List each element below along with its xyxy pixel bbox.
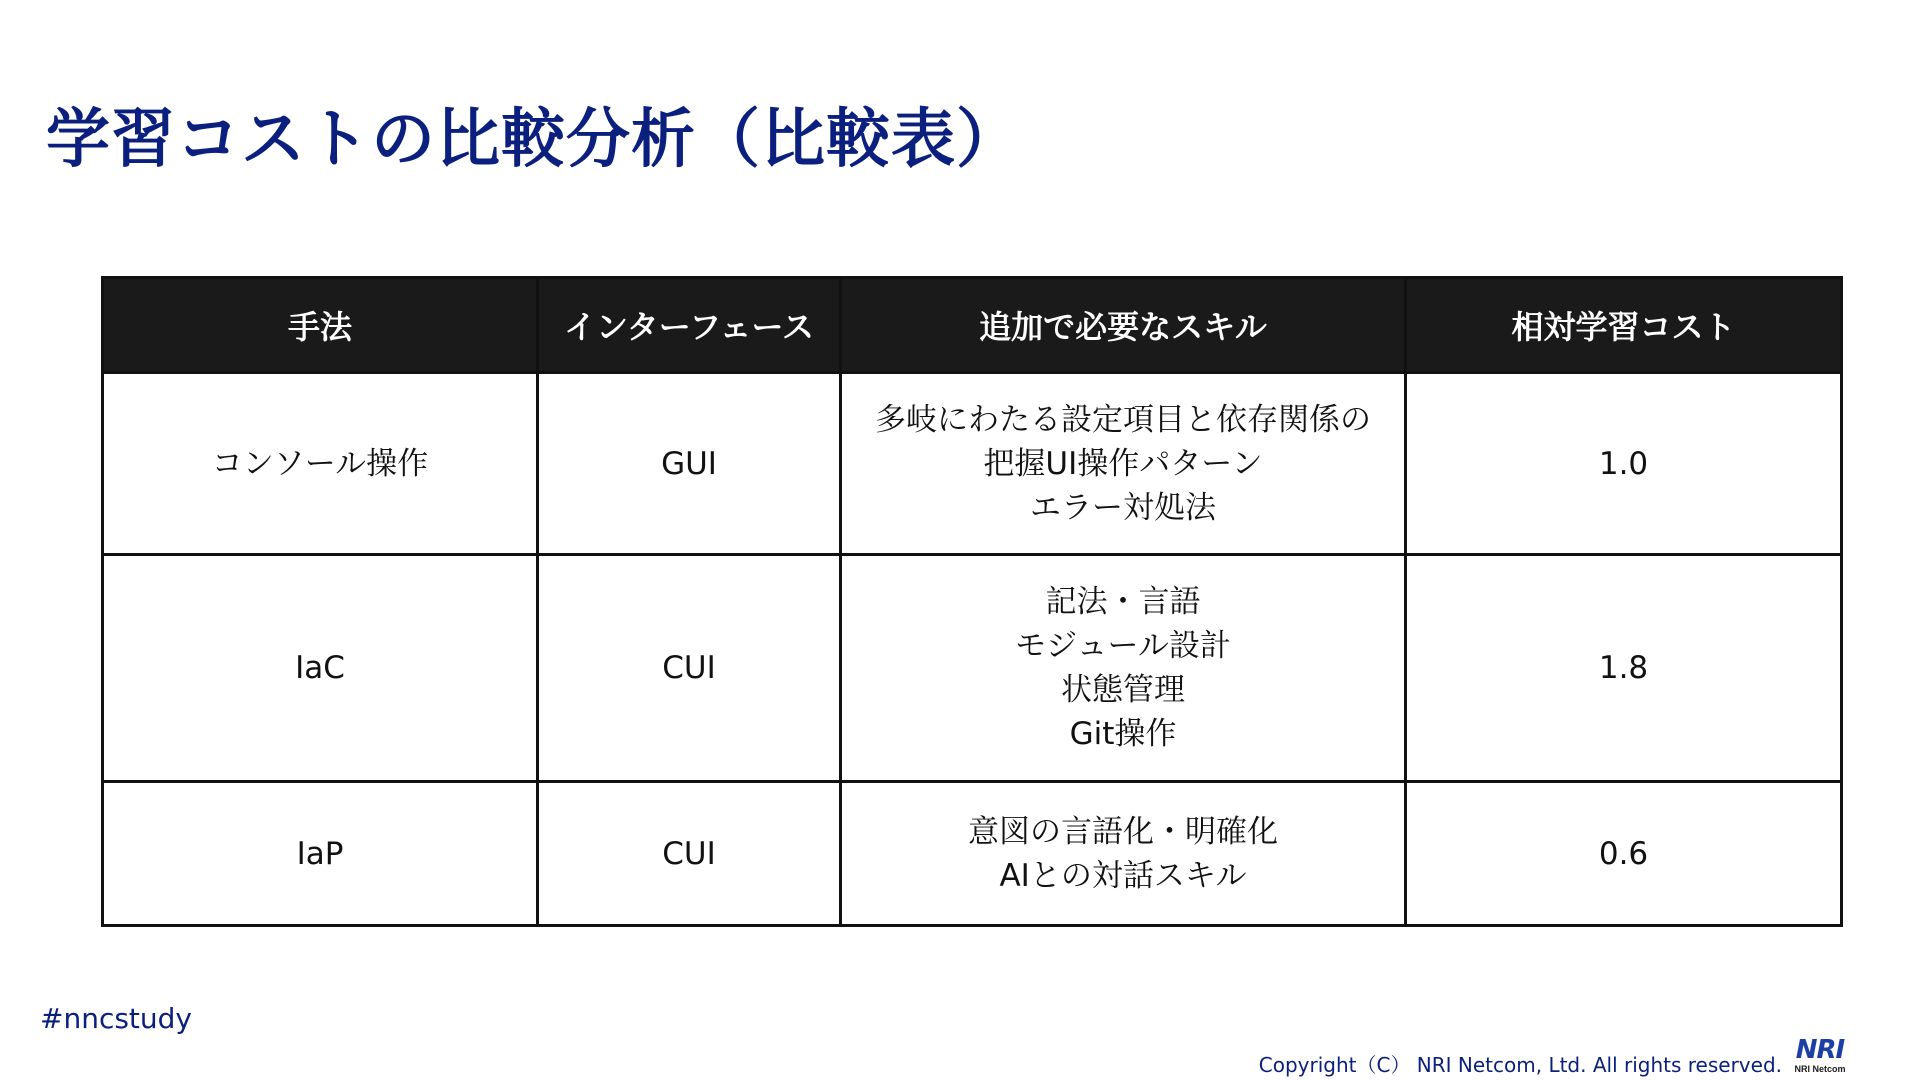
cell-interface: GUI <box>538 373 841 555</box>
skill-line: 把握UI操作パターン <box>983 445 1263 482</box>
skill-line: モジュール設計 <box>1015 628 1231 664</box>
skill-line: 記法・言語 <box>1045 584 1201 620</box>
cell-skills <box>841 782 1406 926</box>
slide-title: 学習コストの比較分析（比較表） <box>46 103 1021 177</box>
comparison-table <box>101 276 1843 927</box>
cell-cost: 1.8 <box>1406 555 1842 782</box>
copyright-notice: Copyright（C） NRI Netcom, Ltd. All rights reserved. <box>1258 1053 1782 1077</box>
cell-interface: CUI <box>538 782 841 926</box>
cell-interface: CUI <box>538 555 841 782</box>
cell-skills <box>841 373 1406 555</box>
skill-line: Git操作 <box>1069 716 1177 752</box>
header-method: 手法 <box>103 278 538 373</box>
cell-skills <box>841 555 1406 782</box>
header-skills: 追加で必要なスキル <box>841 278 1406 373</box>
table-row <box>103 373 1842 555</box>
table-row <box>103 555 1842 782</box>
header-interface: インターフェース <box>538 278 841 373</box>
comparison-table-container <box>101 276 1840 927</box>
skill-line: 多岐にわたる設定項目と依存関係の <box>875 401 1371 438</box>
skill-line: 意図の言語化・明確化 <box>968 813 1278 850</box>
logo-mark: NRI <box>1795 1035 1845 1065</box>
skill-line: 状態管理 <box>1061 672 1185 708</box>
hashtag: #nncstudy <box>40 1002 193 1035</box>
header-relative-cost: 相対学習コスト <box>1406 278 1842 373</box>
table-header-row <box>103 278 1842 373</box>
logo-subtext: NRI Netcom <box>1794 1064 1846 1074</box>
cell-method: IaP <box>103 782 538 926</box>
cell-cost: 1.0 <box>1406 373 1842 555</box>
table-row <box>103 782 1842 926</box>
cell-method: コンソール操作 <box>103 373 538 555</box>
nri-netcom-logo <box>1790 1037 1850 1077</box>
cell-cost: 0.6 <box>1406 782 1842 926</box>
cell-method: IaC <box>103 555 538 782</box>
skill-line: AIとの対話スキル <box>999 857 1247 894</box>
skill-line: エラー対処法 <box>1030 489 1216 526</box>
